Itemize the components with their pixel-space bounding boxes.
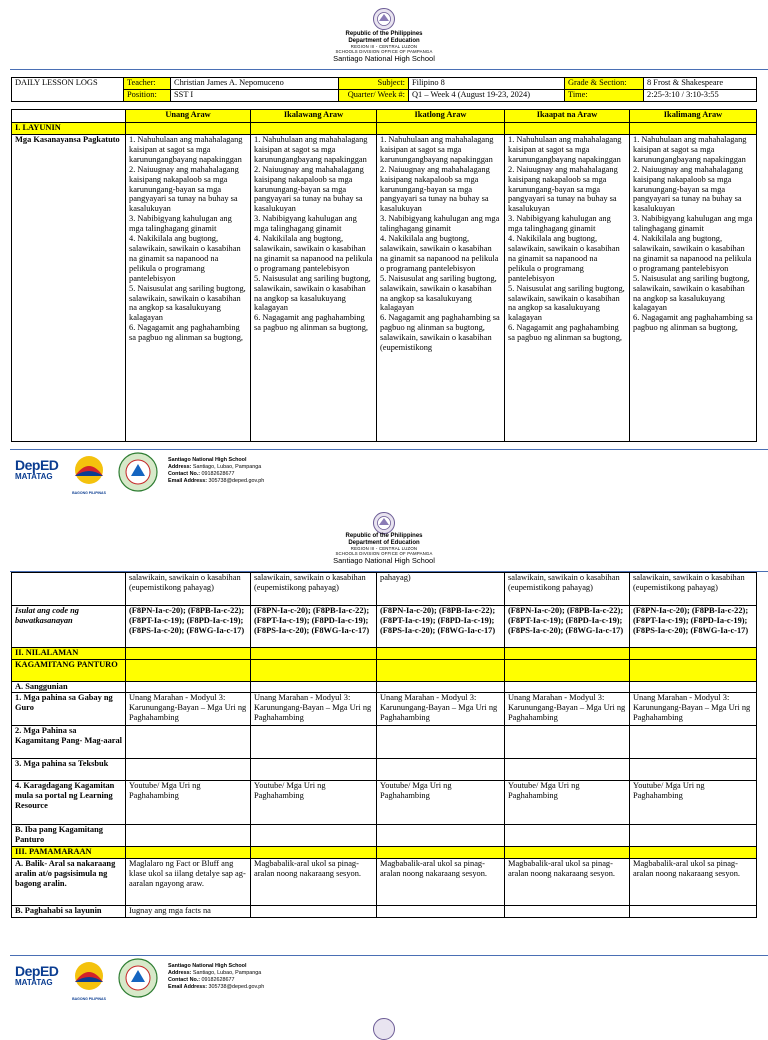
layunin-cont-cell: salawikain, sawikain o kasabihan (eupemistikong pahayag)	[126, 573, 251, 606]
bagong-pilipinas-logo: BAGONG PILIPINAS	[65, 960, 113, 1000]
code-cell: (F8PN-Ia-c-20); (F8PB-Ia-c-22); (F8PT-Ia-c-19); (F8PD-Ia-c-19); (F8PS-Ia-c-20); (F8WG-Ia-c-17)	[505, 606, 630, 648]
header-rule	[10, 69, 768, 70]
paghahabi-cell	[377, 906, 505, 918]
karagdagang-cell: Youtube/ Mga Uri ng Paghahambing	[126, 781, 251, 825]
corner-cell	[12, 110, 126, 123]
karagdagang-cell: Youtube/ Mga Uri ng Paghahambing	[251, 781, 377, 825]
subject-value: Filipino 8	[409, 78, 565, 90]
header-school: Santiago National High School	[333, 53, 435, 63]
footer-contact: Santiago National High School Address: Santiago, Lubao, Pampanga Contact No.: 09182628677 Email Address: 305738@deped.gov.ph	[168, 963, 265, 990]
balik-cell: Magbabalik-aral ukol sa pinag-aralan noong nakaraang sesyon.	[251, 859, 377, 906]
footer-rule	[10, 955, 768, 956]
school-seal-icon	[118, 452, 158, 492]
gabay-cell: Unang Marahan - Modyul 3: Karunungang-Bayan – Mga Uri ng Paghahambing	[505, 693, 630, 726]
footer-school: Santiago National High School	[168, 457, 247, 463]
row-label-balik-aral: A. Balik- Aral sa nakaraang aralin at/o pagsisimula ng bagong aralin.	[12, 859, 126, 906]
layunin-cell: 1. Nahuhulaan ang mahahalagang kaisipan at sagot sa mga karunungangbayang napakinggan 2. Naiuugnay ang mahahalagang kaisipang nakapaloob sa mga karunungang-bayan sa mga pangyayari sa tunay na buhay sa kasalukuyan 3. Nabibigyang kahulugan ang mga talinghagang ginamit 4. Nakikilala ang bugtong, salawikain, sawikain o kasabihan na ginamit sa napanood na pelikula o programang pantelebisyon 5. Naisusulat ang sariling bugtong, salawikain, sawikain o kasabihan na angkop sa kasalukuyang kalagayan 6. Nagagamit ang paghahambing sa pagbuo ng alinman sa bugtong,	[251, 135, 377, 442]
balik-cell: Magbabalik-aral ukol sa pinag-aralan noong nakaraang sesyon.	[630, 859, 757, 906]
doc-title: DAILY LESSON LOGS	[12, 78, 124, 102]
footer-school: Santiago National High School	[168, 963, 247, 969]
paghahabi-cell	[505, 906, 630, 918]
row-label-kagamitang-mag-aaral: 2. Mga Pahina sa Kagamitang Pang- Mag-aaral	[12, 726, 126, 759]
paghahabi-cell	[630, 906, 757, 918]
footer	[0, 449, 768, 497]
row-label-iba-pang: B. Iba pang Kagamitang Panturo	[12, 825, 126, 847]
day-header: Ikaapat na Araw	[505, 110, 630, 123]
day-header: Unang Araw	[126, 110, 251, 123]
code-cell: (F8PN-Ia-c-20); (F8PB-Ia-c-22); (F8PT-Ia-c-19); (F8PD-Ia-c-19); (F8PS-Ia-c-20); (F8WG-Ia-c-17)	[377, 606, 505, 648]
header-school: Santiago National High School	[333, 555, 435, 565]
layunin-cont-cell: salawikain, sawikain o kasabihan (eupemistikong pahayag)	[630, 573, 757, 606]
page-2	[0, 502, 768, 1024]
gabay-cell: Unang Marahan - Modyul 3: Karunungang-Bayan – Mga Uri ng Paghahambing	[251, 693, 377, 726]
deped-seal-icon	[373, 1018, 395, 1040]
header-deped: Department of Education	[348, 539, 420, 546]
balik-cell: Magbabalik-aral ukol sa pinag-aralan noong nakaraang sesyon.	[505, 859, 630, 906]
quarter-label: Quarter/ Week #:	[339, 90, 409, 102]
footer-contact: Santiago National High School Address: Santiago, Lubao, Pampanga Contact No.: 09182628677 Email Address: 305738@deped.gov.ph	[168, 457, 265, 484]
layunin-cell: 1. Nahuhulaan ang mahahalagang kaisipan at sagot sa mga karunungangbayang napakinggan 2. Naiuugnay ang mahahalagang kaisipang nakapaloob sa mga karunungang-bayan sa mga pangyayari sa tunay na buhay sa kasalukuyan 3. Nabibigyang kahulugan ang mga talinghagang ginamit 4. Nakikilala ang bugtong, salawikain, sawikain o kasabihan na ginamit sa napanood na pelikula o programang pantelebisyon 5. Naisusulat ang sariling bugtong, salawikain, sawikain o kasabihan na angkop sa kasalukuyang kalagayan 6. Nagagamit ang paghahambing sa pagbuo ng alinman sa bugtong,	[505, 135, 630, 442]
footer	[0, 955, 768, 1003]
school-seal-icon	[118, 958, 158, 998]
layunin-cell: 1. Nahuhulaan ang mahahalagang kaisipan at sagot sa mga karunungangbayang napakinggan 2. Naiuugnay ang mahahalagang kaisipang nakapaloob sa mga karunungang-bayan sa mga pangyayari sa tunay na buhay sa kasalukuyan 3. Nabibigyang kahulugan ang mga talinghagang ginamit 4. Nakikilala ang bugtong, salawikain, sawikain o kasabihan na ginamit sa napanood na pelikula o programang pantelebisyon 5. Naisusulat ang sariling bugtong, salawikain, sawikain o kasabihan na angkop sa kasalukuyang kalagayan 6. Nagagamit ang paghahambing sa pagbuo ng alinman sa bugtong, salawikain, sawikain o kasabihan (eupemistikong	[377, 135, 505, 442]
time-label: Time:	[565, 90, 644, 102]
section-nilalaman: II. NILALAMAN	[12, 648, 126, 660]
position-label: Position:	[124, 90, 171, 102]
row-label-karagdagang: 4. Karagdagang Kagamitan mula sa portal ng Learning Resource	[12, 781, 126, 825]
header-republic: Republic of the Philippines	[345, 31, 423, 37]
layunin-cell: 1. Nahuhulaan ang mahahalagang kaisipan at sagot sa mga karunungangbayang napakinggan 2. Naiuugnay ang mahahalagang kaisipang nakapaloob sa mga karunungang-bayan sa mga pangyayari sa tunay na buhay sa kasalukuyan 3. Nabibigyang kahulugan ang mga talinghagang ginamit 4. Nakikilala ang bugtong, salawikain, sawikain o kasabihan na ginamit sa napanood na pelikula o programang pantelebisyon 5. Naisusulat ang sariling bugtong, salawikain, sawikain o kasabihan na angkop sa kasalukuyang kalagayan 6. Nagagamit ang paghahambing sa pagbuo ng alinman sa bugtong,	[630, 135, 757, 442]
day-header: Ikalimang Araw	[630, 110, 757, 123]
quarter-value: Q1 – Week 4 (August 19-23, 2024)	[409, 90, 565, 102]
lesson-table-page1	[11, 109, 757, 442]
layunin-cont-cell: salawikain, sawikain o kasabihan (eupemistikong pahayag)	[251, 573, 377, 606]
section-pamamaraan: III. PAMAMARAAN	[12, 847, 126, 859]
day-header: Ikatlong Araw	[377, 110, 505, 123]
header-deped: Department of Education	[348, 37, 420, 44]
row-label-paghahabi: B. Paghahabi sa layunin	[12, 906, 126, 918]
code-cell: (F8PN-Ia-c-20); (F8PB-Ia-c-22); (F8PT-Ia-c-19); (F8PD-Ia-c-19); (F8PS-Ia-c-20); (F8WG-Ia-c-17)	[126, 606, 251, 648]
footer-address: Santiago, Lubao, Pampanga	[192, 464, 262, 470]
karagdagang-cell: Youtube/ Mga Uri ng Paghahambing	[630, 781, 757, 825]
header-republic: Republic of the Philippines	[345, 533, 423, 539]
section-kagamitan: KAGAMITANG PANTURO	[12, 660, 126, 682]
footer-contact-no: 09182628677	[201, 977, 235, 983]
grade-label: Grade & Section:	[565, 78, 644, 90]
row-label-sanggunian: A. Sanggunian	[12, 682, 126, 693]
header-region: REGION III - CENTRAL LUZON	[350, 43, 418, 49]
karagdagang-cell: Youtube/ Mga Uri ng Paghahambing	[505, 781, 630, 825]
karagdagang-cell: Youtube/ Mga Uri ng Paghahambing	[377, 781, 505, 825]
code-cell: (F8PN-Ia-c-20); (F8PB-Ia-c-22); (F8PT-Ia-c-19); (F8PD-Ia-c-19); (F8PS-Ia-c-20); (F8WG-Ia-c-17)	[630, 606, 757, 648]
row-label-codes: Isulat ang code ng bawatkasanayan	[12, 606, 126, 648]
header-division: SCHOOLS DIVISION OFFICE OF PAMPANGA	[335, 550, 433, 556]
layunin-cont-cell: salawikain, sawikain o kasabihan (eupemistikong pahayag)	[505, 573, 630, 606]
balik-cell: Maglalaro ng Fact or Bluff ang klase ukol sa iilang detalye sap ag-aaralan ngayong araw.	[126, 859, 251, 906]
footer-contact-no: 09182628677	[201, 471, 235, 477]
grade-value: 8 Frost & Shakespeare	[644, 78, 757, 90]
deped-matatag-logo: DepED MATATAG	[15, 963, 59, 987]
header-region: REGION III - CENTRAL LUZON	[350, 545, 418, 551]
bagong-pilipinas-logo: BAGONG PILIPINAS	[65, 454, 113, 494]
gabay-cell: Unang Marahan - Modyul 3: Karunungang-Bayan – Mga Uri ng Paghahambing	[630, 693, 757, 726]
balik-cell: Magbabalik-aral ukol sa pinag-aralan noong nakaraang sesyon.	[377, 859, 505, 906]
footer-address: Santiago, Lubao, Pampanga	[192, 970, 262, 976]
info-table	[11, 77, 757, 102]
row-label-gabay: 1. Mga pahina sa Gabay ng Guro	[12, 693, 126, 726]
position-value: SST I	[171, 90, 339, 102]
gabay-cell: Unang Marahan - Modyul 3: Karunungang-Bayan – Mga Uri ng Paghahambing	[126, 693, 251, 726]
page-1	[0, 0, 768, 502]
row-label-teksbuk: 3. Mga pahina sa Teksbuk	[12, 759, 126, 781]
layunin-cont-cell: pahayag)	[377, 573, 505, 606]
code-cell: (F8PN-Ia-c-20); (F8PB-Ia-c-22); (F8PT-Ia-c-19); (F8PD-Ia-c-19); (F8PS-Ia-c-20); (F8WG-Ia-c-17)	[251, 606, 377, 648]
gabay-cell: Unang Marahan - Modyul 3: Karunungang-Bayan – Mga Uri ng Paghahambing	[377, 693, 505, 726]
teacher-label: Teacher:	[124, 78, 171, 90]
teacher-value: Christian James A. Nepomuceno	[171, 78, 339, 90]
lesson-table-page2	[11, 572, 757, 918]
day-header: Ikalawang Araw	[251, 110, 377, 123]
footer-rule	[10, 449, 768, 450]
header-division: SCHOOLS DIVISION OFFICE OF PAMPANGA	[335, 48, 433, 54]
footer-email: 305738@deped.gov.ph	[208, 984, 265, 990]
deped-seal-icon	[373, 512, 395, 534]
subject-label: Subject:	[339, 78, 409, 90]
row-label-kasanayan: Mga Kasanayansa Pagkatuto	[12, 135, 126, 442]
deped-matatag-logo: DepED MATATAG	[15, 457, 59, 481]
letterhead	[0, 31, 768, 63]
section-layunin: I. LAYUNIN	[12, 123, 126, 135]
letterhead	[0, 533, 768, 565]
layunin-cell: 1. Nahuhulaan ang mahahalagang kaisipan at sagot sa mga karunungangbayang napakinggan 2. Naiuugnay ang mahahalagang kaisipang nakapaloob sa mga karunungang-bayan sa mga pangyayari sa tunay na buhay sa kasalukuyan 3. Nabibigyang kahulugan ang mga talinghagang ginamit 4. Nakikilala ang bugtong, salawikain, sawikain o kasabihan na ginamit sa napanood na pelikula o programang pantelebisyon 5. Naisusulat ang sariling bugtong, salawikain, sawikain o kasabihan na angkop sa kasalukuyang kalagayan 6. Nagagamit ang paghahambing sa pagbuo ng alinman sa bugtong,	[126, 135, 251, 442]
time-value: 2:25-3:10 / 3:10-3:55	[644, 90, 757, 102]
paghahabi-cell	[251, 906, 377, 918]
deped-seal-icon	[373, 8, 395, 30]
paghahabi-cell: Iugnay ang mga facts na	[126, 906, 251, 918]
footer-email: 305738@deped.gov.ph	[208, 478, 265, 484]
